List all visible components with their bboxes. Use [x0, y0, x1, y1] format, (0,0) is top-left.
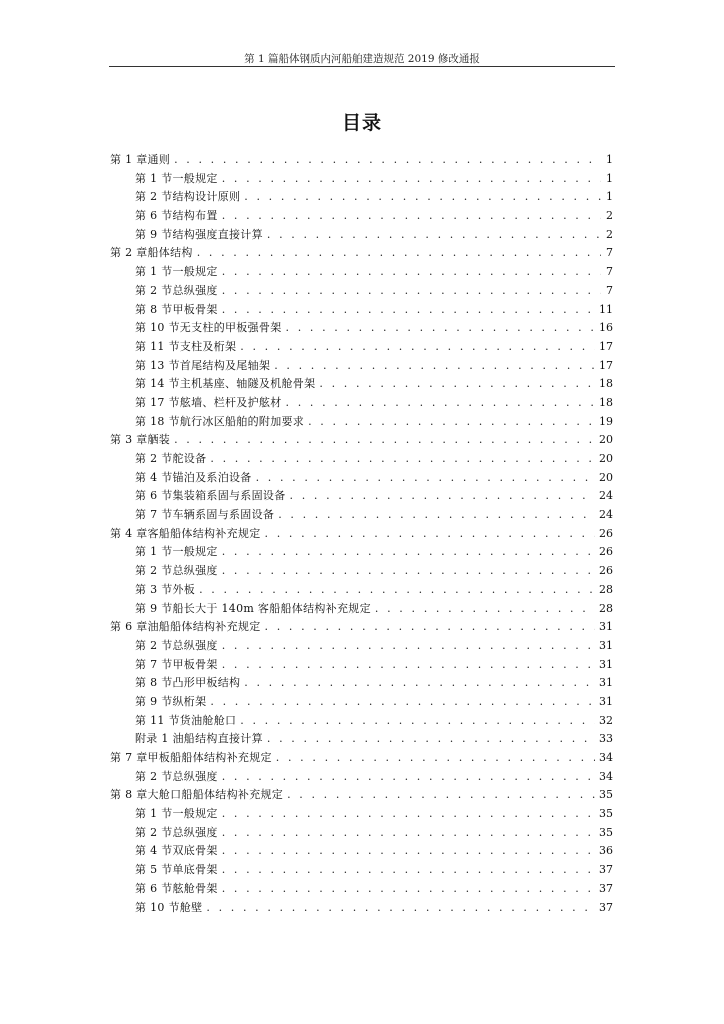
- toc-dot-leader: [240, 338, 595, 357]
- toc-dot-leader: [222, 842, 595, 861]
- toc-page-number: 31: [599, 638, 613, 652]
- toc-entry-label: 第 10 节舱壁: [135, 900, 203, 914]
- toc-dot-leader: [210, 450, 595, 469]
- toc-dot-leader: [222, 282, 601, 301]
- toc-dot-leader: [375, 600, 595, 619]
- toc-dot-leader: [210, 693, 595, 712]
- toc-dot-leader: [290, 487, 596, 506]
- toc-entry-label: 第 6 节结构布置: [135, 209, 218, 223]
- toc-entry-label: 第 1 节一般规定: [135, 807, 218, 821]
- toc-dot-leader: [267, 730, 595, 749]
- toc-section-entry[interactable]: [110, 805, 613, 824]
- toc-dot-leader: [265, 525, 596, 544]
- toc-page-number: 17: [599, 358, 613, 372]
- toc-page-number: 7: [606, 283, 613, 297]
- toc-entry-label: 第 2 章船体结构: [110, 246, 193, 260]
- toc-entry-label: 第 5 节单底骨架: [135, 863, 218, 877]
- toc-page-number: 18: [599, 377, 613, 391]
- toc-page-number: 26: [599, 564, 613, 578]
- toc-dot-leader: [278, 506, 595, 525]
- toc-section-entry[interactable]: [110, 656, 613, 675]
- toc-entry-label: 第 17 节舷墙、栏杆及护舷材: [135, 395, 282, 409]
- toc-entry-label: 第 18 节航行冰区船舶的附加要求: [135, 414, 305, 428]
- toc-dot-leader: [222, 170, 601, 189]
- toc-entry-label: 第 6 节舷舱骨架: [135, 881, 218, 895]
- toc-section-entry[interactable]: [110, 674, 613, 693]
- header-rule: [109, 66, 615, 67]
- toc-dot-leader: [222, 562, 595, 581]
- toc-dot-leader: [276, 749, 595, 768]
- toc-section-entry[interactable]: [110, 824, 613, 843]
- toc-dot-leader: [308, 413, 595, 432]
- header-title: 第 1 篇船体钢质内河船舶建造规范 2019 修改通报: [244, 53, 480, 65]
- toc-section-entry[interactable]: [110, 338, 613, 357]
- toc-page-number: 31: [599, 676, 613, 690]
- toc-entry-label: 第 14 节主机基座、轴隧及机舱骨架: [135, 377, 316, 391]
- toc-section-entry[interactable]: [110, 413, 613, 432]
- toc-entry-label: 第 10 节无支柱的甲板强骨架: [135, 321, 282, 335]
- toc-section-entry[interactable]: [110, 263, 613, 282]
- toc-dot-leader: [319, 375, 595, 394]
- toc-page-number: 20: [599, 470, 613, 484]
- toc-page-number: 1: [606, 171, 613, 185]
- toc-entry-label: 第 7 章甲板船船体结构补充规定: [110, 751, 272, 764]
- toc-entry-label: 第 2 节总纵强度: [135, 283, 218, 297]
- toc-section-entry[interactable]: [110, 543, 613, 562]
- toc-page-number: 7: [606, 265, 613, 279]
- toc-section-entry[interactable]: [110, 487, 613, 506]
- toc-dot-leader: [244, 188, 601, 207]
- page-header: [109, 45, 615, 67]
- toc-section-entry[interactable]: [110, 581, 613, 600]
- toc-page-number: 31: [599, 657, 613, 671]
- toc-section-entry[interactable]: [110, 301, 613, 320]
- toc-dot-leader: [174, 431, 595, 450]
- toc-dot-leader: [265, 618, 596, 637]
- toc-chapter-entry[interactable]: [110, 525, 613, 544]
- toc-entry-label: 第 13 节首尾结构及尾轴架: [135, 358, 271, 372]
- toc-entry-label: 第 6 章油船船体结构补充规定: [110, 620, 261, 634]
- toc-entry-label: 第 4 节锚泊及系泊设备: [135, 470, 252, 484]
- toc-section-entry[interactable]: [110, 562, 613, 581]
- toc-dot-leader: [222, 824, 595, 843]
- toc-entry-label: 第 7 节车辆系固与系固设备: [135, 508, 275, 522]
- toc-section-entry[interactable]: [110, 188, 613, 207]
- toc-section-entry[interactable]: [110, 712, 613, 731]
- toc-section-entry[interactable]: [110, 861, 613, 880]
- toc-page-number: 16: [599, 321, 613, 335]
- toc-entry-label: 附录 1 油船结构直接计算: [135, 732, 263, 746]
- toc-entry-label: 第 8 章大舱口船船体结构补充规定: [110, 788, 284, 802]
- toc-entry-label: 第 4 章客船船体结构补充规定: [110, 526, 261, 540]
- toc-page-number: 34: [599, 769, 613, 783]
- toc-dot-leader: [256, 469, 595, 488]
- toc-page-number: 31: [599, 694, 613, 708]
- toc-page-number: 37: [599, 881, 613, 895]
- toc-chapter-entry[interactable]: [110, 151, 613, 170]
- toc-page-number: 35: [599, 825, 613, 839]
- toc-page-number: 20: [599, 452, 613, 465]
- toc-dot-leader: [286, 319, 596, 338]
- toc-dot-leader: [174, 151, 601, 170]
- toc-dot-leader: [222, 263, 601, 282]
- toc-dot-leader: [199, 581, 595, 600]
- toc-entry-label: 第 2 节结构设计原则: [135, 190, 241, 204]
- toc-section-entry[interactable]: [110, 730, 613, 749]
- toc-chapter-entry[interactable]: [110, 786, 613, 805]
- toc-section-entry[interactable]: [110, 899, 613, 918]
- toc-page-number: 34: [599, 751, 613, 764]
- toc-entry-label: 第 9 节结构强度直接计算: [135, 227, 263, 241]
- toc-dot-leader: [222, 768, 595, 787]
- toc-section-entry[interactable]: [110, 637, 613, 656]
- toc-dot-leader: [222, 880, 595, 899]
- toc-dot-leader: [286, 394, 596, 413]
- toc-dot-leader: [244, 674, 595, 693]
- toc-dot-leader: [287, 786, 595, 805]
- toc-entry-label: 第 3 章舾装: [110, 433, 171, 447]
- toc-chapter-entry[interactable]: [110, 431, 613, 450]
- toc-page-number: 19: [599, 414, 613, 428]
- toc-entry-label: 第 8 节甲板骨架: [135, 302, 218, 316]
- toc-chapter-entry[interactable]: [110, 244, 613, 263]
- toc-page-number: 7: [606, 246, 613, 260]
- toc-section-entry[interactable]: [110, 450, 613, 469]
- toc-dot-leader: [222, 207, 601, 226]
- toc-page-number: 11: [599, 302, 613, 316]
- toc-dot-leader: [197, 244, 601, 263]
- toc-section-entry[interactable]: [110, 226, 613, 245]
- table-of-contents: [110, 151, 613, 917]
- toc-section-entry[interactable]: [110, 319, 613, 338]
- toc-entry-label: 第 1 章通则: [110, 153, 171, 166]
- toc-page-number: 37: [599, 900, 613, 914]
- toc-page-number: 33: [599, 732, 613, 746]
- toc-page-number: 24: [599, 508, 613, 522]
- toc-page-number: 1: [606, 190, 613, 204]
- toc-page-number: 37: [599, 863, 613, 877]
- toc-section-entry[interactable]: [110, 170, 613, 189]
- toc-dot-leader: [222, 543, 595, 562]
- toc-page-number: 2: [606, 209, 613, 223]
- toc-page-number: 26: [599, 545, 613, 559]
- toc-page-number: 35: [599, 788, 613, 802]
- toc-entry-label: 第 3 节外板: [135, 582, 196, 596]
- toc-entry-label: 第 8 节凸形甲板结构: [135, 676, 241, 690]
- toc-page-number: 28: [599, 582, 613, 596]
- toc-entry-label: 第 7 节甲板骨架: [135, 657, 218, 671]
- toc-page-number: 17: [599, 339, 613, 353]
- toc-section-entry[interactable]: [110, 282, 613, 301]
- toc-page-number: 31: [599, 620, 613, 634]
- toc-section-entry[interactable]: [110, 693, 613, 712]
- toc-section-entry[interactable]: [110, 207, 613, 226]
- toc-dot-leader: [222, 861, 595, 880]
- toc-entry-label: 第 1 节一般规定: [135, 171, 218, 185]
- toc-page-number: 2: [606, 227, 613, 241]
- toc-section-entry[interactable]: [110, 375, 613, 394]
- toc-page-number: 1: [606, 153, 613, 166]
- toc-page-number: 18: [599, 395, 613, 409]
- toc-section-entry[interactable]: [110, 600, 613, 619]
- toc-dot-leader: [222, 301, 595, 320]
- toc-dot-leader: [222, 656, 595, 675]
- toc-section-entry[interactable]: [110, 506, 613, 525]
- toc-dot-leader: [222, 637, 595, 656]
- toc-entry-label: 第 1 节一般规定: [135, 265, 218, 279]
- toc-section-entry[interactable]: [110, 357, 613, 376]
- toc-entry-label: 第 6 节集装箱系固与系固设备: [135, 489, 286, 503]
- toc-entry-label: 第 1 节一般规定: [135, 545, 218, 559]
- toc-entry-label: 第 4 节双底骨架: [135, 844, 218, 858]
- toc-entry-label: 第 9 节纵桁架: [135, 694, 207, 708]
- toc-dot-leader: [267, 226, 601, 245]
- toc-page-number: 20: [599, 433, 613, 447]
- toc-entry-label: 第 11 节货油舱舱口: [135, 713, 237, 727]
- toc-entry-label: 第 2 节总纵强度: [135, 564, 218, 578]
- toc-page-number: 26: [599, 526, 613, 540]
- toc-dot-leader: [206, 899, 595, 918]
- toc-page-number: 36: [599, 844, 613, 858]
- toc-page-number: 24: [599, 489, 613, 503]
- toc-heading: 目录: [341, 112, 382, 134]
- toc-section-entry[interactable]: [110, 880, 613, 899]
- toc-entry-label: 第 2 节总纵强度: [135, 769, 218, 783]
- toc-page-number: 35: [599, 807, 613, 821]
- toc-dot-leader: [222, 805, 595, 824]
- toc-entry-label: 第 2 节总纵强度: [135, 638, 218, 652]
- toc-page-number: 32: [599, 713, 613, 727]
- toc-entry-label: 第 2 节舵设备: [135, 452, 207, 465]
- toc-entry-label: 第 9 节船长大于 140m 客船船体结构补充规定: [135, 601, 371, 615]
- toc-chapter-entry[interactable]: [110, 618, 613, 637]
- toc-section-entry[interactable]: [110, 469, 613, 488]
- toc-dot-leader: [240, 712, 595, 731]
- toc-page-number: 28: [599, 601, 613, 615]
- toc-entry-label: 第 2 节总纵强度: [135, 825, 218, 839]
- toc-section-entry[interactable]: [110, 768, 613, 787]
- toc-section-entry[interactable]: [110, 842, 613, 861]
- toc-entry-label: 第 11 节支柱及桁架: [135, 339, 237, 353]
- toc-dot-leader: [274, 357, 595, 376]
- toc-chapter-entry[interactable]: [110, 749, 613, 768]
- toc-section-entry[interactable]: [110, 394, 613, 413]
